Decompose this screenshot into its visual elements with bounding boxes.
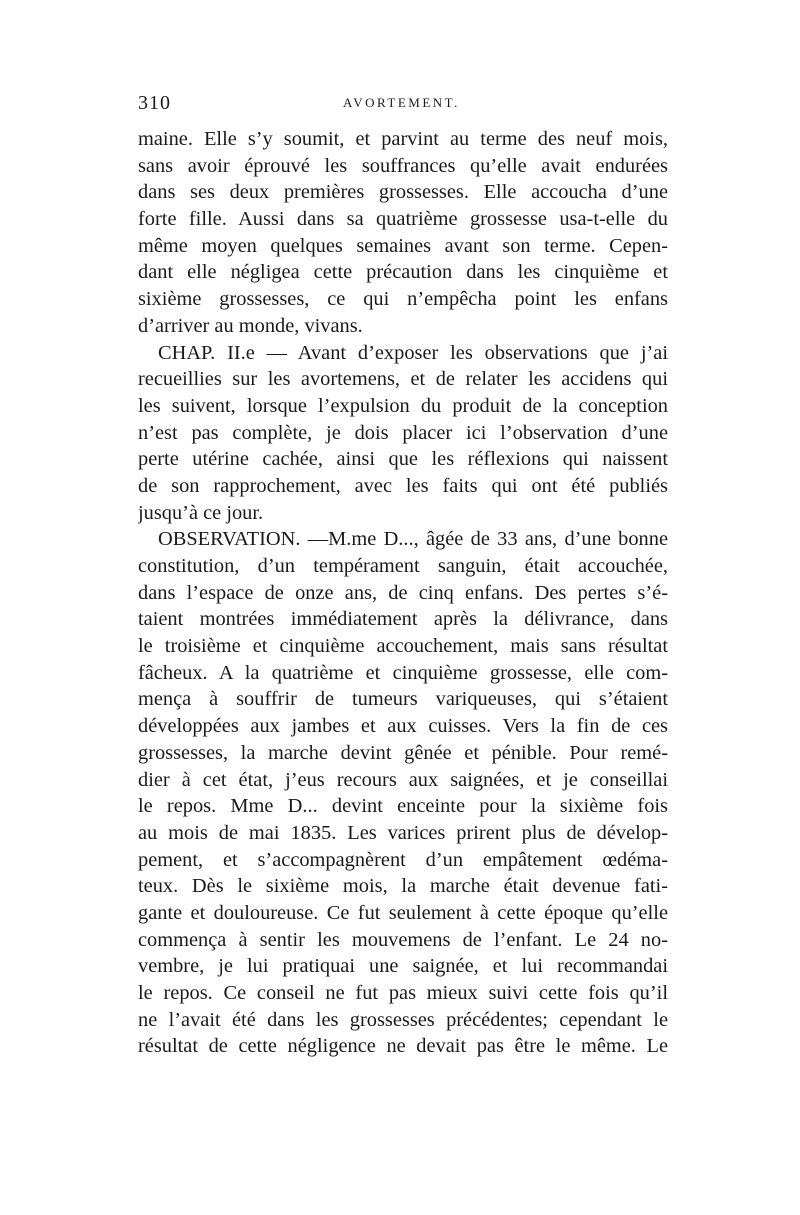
running-head: [138, 92, 668, 116]
text-line: sixième grossesses, ce qui n’empêcha point les enfans: [138, 288, 668, 311]
text-line: dant elle négligea cette précaution dans les cinquième et: [138, 261, 668, 284]
text-line: le repos. Mme D... devint enceinte pour la sixième fois: [138, 795, 668, 818]
text-line: les suivent, lorsque l’expulsion du produit de la conception: [138, 394, 668, 417]
text-line: taient montrées immédiatement après la délivrance, dans: [138, 608, 668, 631]
text-line: mença à souffrir de tumeurs variqueuses, qui s’étaient: [138, 688, 668, 711]
text-line: teux. Dès le sixième mois, la marche était devenue fati-: [138, 875, 668, 898]
text-line: pement, et s’accompagnèrent d’un empâtement œdéma-: [138, 848, 668, 871]
text-line: vembre, je lui pratiquai une saignée, et lui recommandai: [138, 955, 668, 978]
text-line: fâcheux. A la quatrième et cinquième grossesse, elle com-: [138, 661, 668, 684]
text-line: de son rapprochement, avec les faits qui ont été publiés: [138, 474, 668, 497]
text-line: le repos. Ce conseil ne fut pas mieux suivi cette fois qu’il: [138, 982, 668, 1004]
text-line: CHAP. II.e — Avant d’exposer les observations que j’ai: [158, 341, 668, 364]
text-line: recueillies sur les avortemens, et de relater les accidens qui: [138, 368, 668, 391]
text-line: jusqu’à ce jour.: [138, 501, 264, 524]
text-line: OBSERVATION. —M.me D..., âgée de 33 ans, d’une bonne: [158, 528, 668, 551]
body-text: [138, 126, 668, 1060]
text-line: même moyen quelques semaines avant son terme. Cepen-: [138, 234, 668, 257]
page-number: 310: [138, 92, 171, 114]
text-line: forte fille. Aussi dans sa quatrième grossesse usa-t-elle du: [138, 208, 668, 231]
text-line: commença à sentir les mouvemens de l’enfant. Le 24 no-: [138, 928, 668, 951]
text-line: perte utérine cachée, ainsi que les réflexions qui naissent: [138, 448, 668, 471]
text-line: résultat de cette négligence ne devait pas être le même. Le: [138, 1035, 668, 1058]
text-line: maine. Elle s’y soumit, et parvint au terme des neuf mois,: [138, 128, 668, 150]
text-line: dans ses deux premières grossesses. Elle accoucha d’une: [138, 181, 668, 204]
text-line: dans l’espace de onze ans, de cinq enfans. Des pertes s’é-: [138, 581, 668, 604]
text-line: n’est pas complète, je dois placer ici l’observation d’une: [138, 421, 668, 444]
text-line: le troisième et cinquième accouchement, mais sans résultat: [138, 635, 668, 658]
running-title: AVORTEMENT.: [343, 95, 460, 110]
text-line: développées aux jambes et aux cuisses. Vers la fin de ces: [138, 715, 668, 738]
text-line: ne l’avait été dans les grossesses précédentes; cependant le: [138, 1008, 668, 1031]
text-line: au mois de mai 1835. Les varices prirent plus de dévelop-: [138, 821, 668, 844]
text-line: d’arriver au monde, vivans.: [138, 314, 363, 337]
text-line: sans avoir éprouvé les souffrances qu’elle avait endurées: [138, 154, 668, 177]
text-line: dier à cet état, j’eus recours aux saignées, et je conseillai: [138, 768, 668, 791]
text-line: gante et douloureuse. Ce fut seulement à cette époque qu’elle: [138, 901, 668, 924]
text-line: constitution, d’un tempérament sanguin, était accouchée,: [138, 555, 668, 577]
text-line: grossesses, la marche devint gênée et pénible. Pour remé-: [138, 741, 668, 764]
